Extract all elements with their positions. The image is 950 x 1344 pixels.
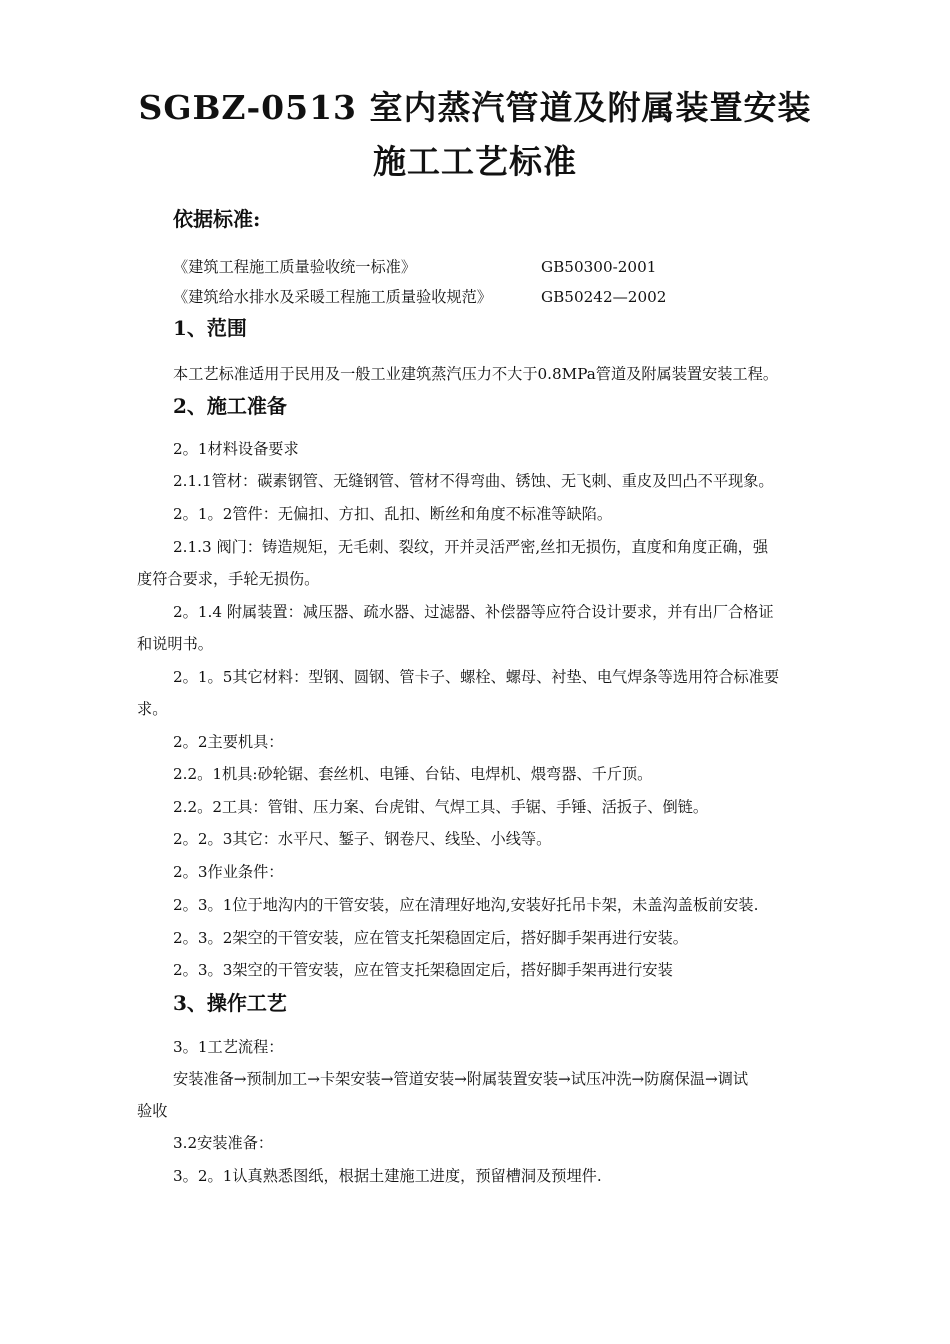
paragraph-2-3-2: 2。3。2架空的干管安装，应在管支托架稳固定后，搭好脚手架再进行安装。 bbox=[173, 929, 688, 947]
process-flow-line1: 安装准备→预制加工→卡架安装→管道安装→附属装置安装→试压冲洗→防腐保温→调试 bbox=[173, 1070, 749, 1088]
reference-name-1: 《建筑工程施工质量验收统一标准》 bbox=[173, 258, 416, 276]
paragraph-2-1-3-line1: 2.1.3 阀门：铸造规矩，无毛刺、裂纹，开并灵活严密,丝扣无损伤，直度和角度正确，强 bbox=[173, 538, 769, 556]
section-2-heading: 2、施工准备 bbox=[173, 394, 287, 418]
section-3-heading: 3、操作工艺 bbox=[173, 991, 287, 1015]
paragraph-2-1-5-line2: 求。 bbox=[137, 700, 168, 718]
paragraph-2-3-1: 2。3。1位于地沟内的干管安装，应在清理好地沟,安装好托吊卡架，未盖沟盖板前安装. bbox=[173, 896, 759, 914]
document-title-line1: SGBZ-0513 室内蒸汽管道及附属装置安装 bbox=[138, 88, 812, 127]
paragraph-2-1-2: 2。1。2管件：无偏扣、方扣、乱扣、断丝和角度不标准等缺陷。 bbox=[173, 505, 613, 523]
paragraph-2-2-1: 2.2。1机具:砂轮锯、套丝机、电锤、台钻、电焊机、煨弯器、千斤顶。 bbox=[173, 765, 653, 783]
paragraph-2-3-3: 2。3。3架空的干管安装，应在管支托架稳固定后，搭好脚手架再进行安装 bbox=[173, 961, 673, 979]
paragraph-2-2: 2。2主要机具： bbox=[173, 733, 284, 751]
paragraph-2-1-4-line2: 和说明书。 bbox=[137, 635, 213, 653]
paragraph-3-1: 3。1工艺流程： bbox=[173, 1038, 284, 1056]
reference-name-2: 《建筑给水排水及采暖工程施工质量验收规范》 bbox=[173, 288, 492, 306]
paragraph-2-1-3-line2: 度符合要求，手轮无损伤。 bbox=[137, 570, 320, 588]
reference-code-2: GB50242—2002 bbox=[541, 288, 667, 306]
reference-code-1: GB50300-2001 bbox=[541, 258, 657, 276]
paragraph-3-2-1: 3。2。1认真熟悉图纸，根据土建施工进度，预留槽洞及预埋件. bbox=[173, 1167, 602, 1185]
paragraph-2-2-3: 2。2。3其它：水平尺、錾子、钢卷尺、线坠、小线等。 bbox=[173, 830, 552, 848]
paragraph-2-1-4-line1: 2。1.4 附属装置：减压器、疏水器、过滤器、补偿器等应符合设计要求，并有出厂合格证 bbox=[173, 603, 774, 621]
paragraph-2-1-5-line1: 2。1。5其它材料：型钢、圆钢、管卡子、螺栓、螺母、衬垫、电气焊条等选用符合标准要 bbox=[173, 668, 780, 686]
section-1-text: 本工艺标准适用于民用及一般工业建筑蒸汽压力不大于0.8MPa管道及附属装置安装工程。 bbox=[173, 365, 779, 383]
paragraph-2-1-1: 2.1.1管材：碳素钢管、无缝钢管、管材不得弯曲、锈蚀、无飞刺、重皮及凹凸不平现象。 bbox=[173, 472, 774, 490]
document-title-line2: 施工工艺标准 bbox=[373, 142, 577, 181]
process-flow-line2: 验收 bbox=[137, 1102, 168, 1120]
section-1-heading: 1、范围 bbox=[173, 316, 247, 340]
paragraph-2-2-2: 2.2。2工具：管钳、压力案、台虎钳、气焊工具、手锯、手锤、活扳子、倒链。 bbox=[173, 798, 709, 816]
paragraph-3-2: 3.2安装准备： bbox=[173, 1134, 274, 1152]
paragraph-2-1: 2。1材料设备要求 bbox=[173, 440, 299, 458]
basis-heading: 依据标准: bbox=[173, 207, 261, 231]
paragraph-2-3: 2。3作业条件： bbox=[173, 863, 284, 881]
